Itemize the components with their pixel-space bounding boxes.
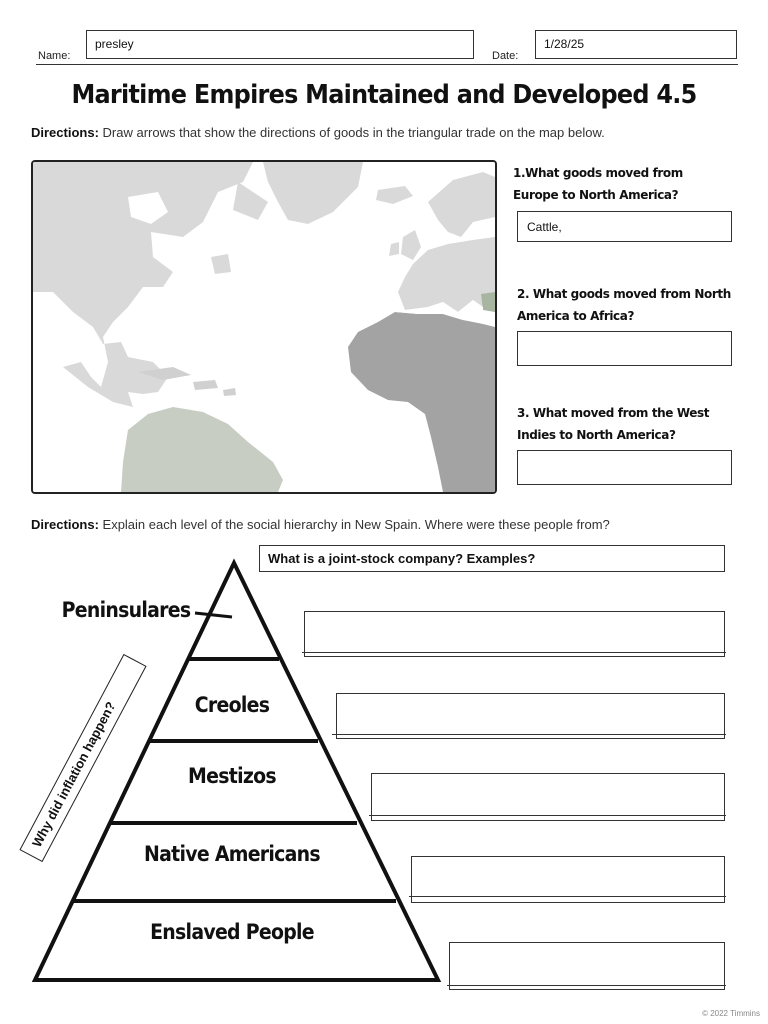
date-label: Date:	[492, 50, 519, 62]
tier-creoles: Creoles	[194, 693, 270, 717]
tier-native-americans: Native Americans	[144, 842, 320, 866]
question-2-label: 2. What goods moved from North America to Africa?	[517, 287, 731, 323]
joint-stock-prompt[interactable]: What is a joint-stock company? Examples?	[259, 545, 725, 572]
tier-mestizos: Mestizos	[188, 764, 276, 788]
hierarchy-directions-text: Explain each level of the social hierarchy in New Spain. Where were these people from?	[98, 517, 610, 532]
tier-4-underline	[409, 896, 726, 897]
tier-2-answer-field[interactable]	[336, 693, 725, 739]
tier-5-answer-field[interactable]	[449, 942, 725, 990]
page-title: Maritime Empires Maintained and Developed 4.5	[71, 80, 697, 110]
tier-peninsulares: Peninsulares	[61, 598, 191, 622]
question-1	[513, 162, 728, 206]
atlantic-map-drawing	[33, 162, 495, 492]
question-3	[517, 402, 739, 446]
map-directions-label: Directions:	[31, 125, 99, 140]
atlantic-map[interactable]	[31, 160, 497, 494]
name-field[interactable]: presley	[86, 30, 474, 59]
hierarchy-directions	[31, 517, 610, 532]
tier-1-answer-field[interactable]	[304, 611, 725, 657]
tier-enslaved-people: Enslaved People	[150, 920, 314, 944]
tier-2-underline	[332, 734, 726, 735]
question-2	[517, 283, 732, 327]
question-3-label: 3. What moved from the West Indies to North America?	[517, 406, 710, 442]
date-field[interactable]: 1/28/25	[535, 30, 737, 59]
answer-3-field[interactable]	[517, 450, 732, 485]
question-1-label: 1.What goods moved from Europe to North America?	[513, 166, 683, 202]
inflation-prompt[interactable]: Why did inflation happen?	[19, 654, 146, 862]
map-directions-text: Draw arrows that show the directions of goods in the triangular trade on the map below.	[98, 125, 605, 140]
header-rule	[36, 64, 738, 65]
answer-2-field[interactable]	[517, 331, 732, 366]
map-directions	[31, 125, 605, 140]
name-label: Name:	[38, 50, 71, 62]
tier-5-underline	[447, 985, 726, 986]
hierarchy-directions-label: Directions:	[31, 517, 99, 532]
copyright: © 2022 Timmins	[702, 1009, 760, 1018]
answer-1-field[interactable]: Cattle,	[517, 211, 732, 242]
tier-1-underline	[302, 652, 726, 653]
tier-3-answer-field[interactable]	[371, 773, 725, 821]
tier-3-underline	[369, 815, 726, 816]
